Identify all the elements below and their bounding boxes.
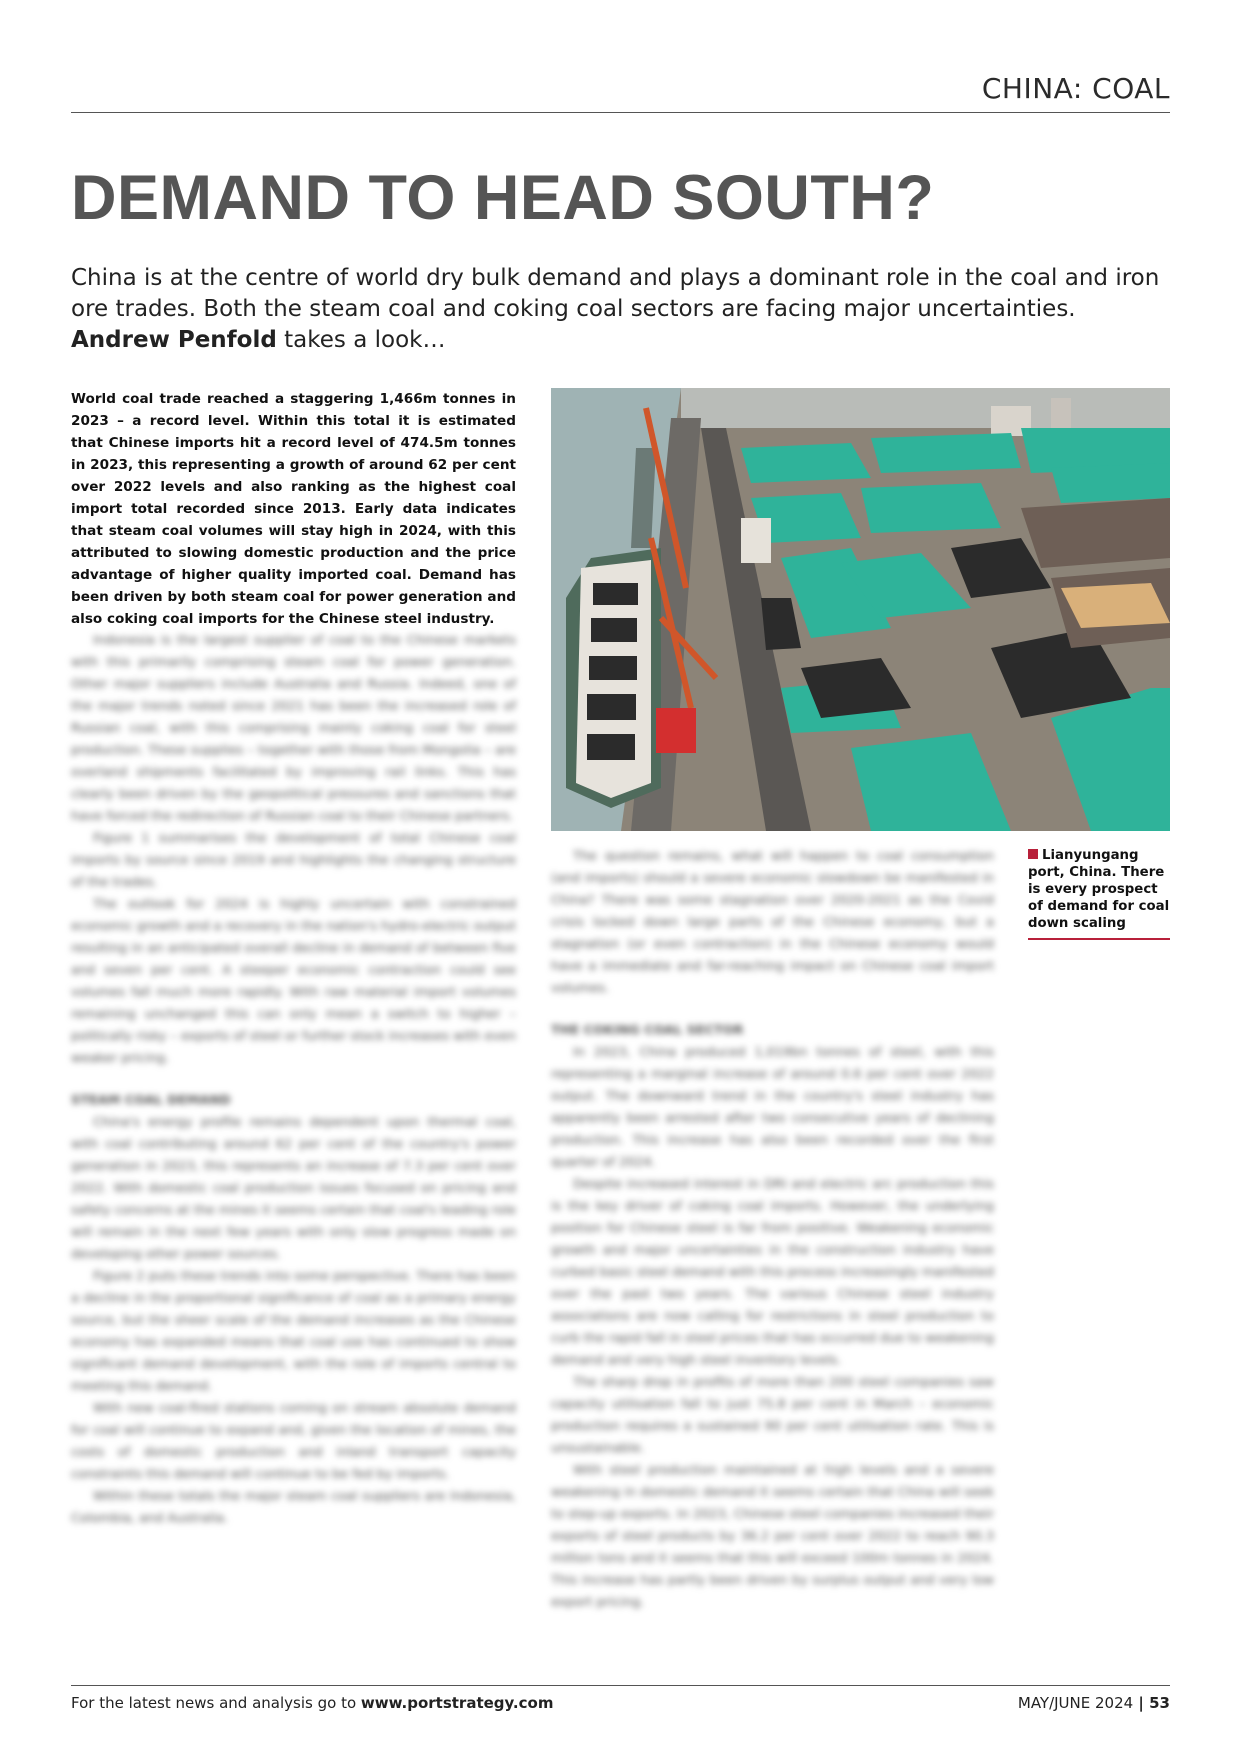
headline: DEMAND TO HEAD SOUTH? [71, 163, 935, 233]
page-separator: | [1133, 1694, 1150, 1712]
stockpile [861, 483, 1001, 533]
standfirst [71, 263, 1181, 356]
body-paragraph: Within these totals the major steam coal suppliers are Indonesia, Colombia, and Australia. [71, 1489, 516, 1526]
section-label: CHINA: COAL [981, 72, 1170, 105]
body-paragraph: Figure 2 puts these trends into some perspective. There has been a decline in the proportional significance of coal as a primary energy source, but the sheer scale of the demand increases as the Chinese economy has expanded means that coal use has continued to show significant demand development, with the role of imports central to meeting this demand. [71, 1269, 516, 1394]
caption-marker [1028, 849, 1038, 859]
coking-coal-heading: THE COKING COAL SECTOR [551, 1023, 744, 1038]
standfirst-text: China is at the centre of world dry bulk demand and plays a dominant role in the coal and iron ore trades. Both the steam coal and coking coal sectors are facing major uncertainties. [71, 265, 1160, 322]
building [1051, 398, 1071, 433]
port-aerial-illustration [551, 388, 1170, 831]
body-paragraph: With steel production maintained at high levels and a severe weakening in domestic demand it seems certain that China will seek to step-up exports. In 2023, Chinese steel companies increased their exports of steel products by 36.2 per cent over 2022 to reach 90.3 million tons and it seems that this will exceed 100m tonnes in 2024. This increase has partly been driven by surplus output and very low export pricing. [551, 1463, 994, 1610]
office-building [741, 518, 771, 563]
hold [587, 694, 636, 720]
hold [591, 618, 637, 642]
photo-caption [1028, 847, 1170, 940]
body-paragraph: Despite increased interest in DRI and electric arc production this is the key driver of coking coal imports. However, the underlying position for Chinese steel is far from positive. Weakening economic growth and major uncertainties in the construction industry have curbed basic steel demand with this process increasingly manifested over the past two years. The various Chinese steel industry associations are now calling for restrictions in steel production to curb the rapid fall in steel prices that has occurred due to weakening demand and very high steel inventory levels. [551, 1177, 994, 1368]
stockpile [741, 443, 871, 483]
author-name: Andrew Penfold [71, 327, 277, 353]
lead-paragraph: World coal trade reached a staggering 1,466m tonnes in 2023 – a record level. Within this total it is estimated that Chinese imports hit a record level of 474.5m tonnes in 2023, this representing a growth of around 62 per cent over 2022 levels and also ranking as the highest coal import total recorded since 2013. Early data indicates that steam coal volumes will stay high in 2024, with this attributed to slowing domestic production and the price advantage of higher quality imported coal. Demand has been driven by both steam coal for power generation and also coking coal imports for the Chinese steel industry. [71, 391, 516, 627]
stockpile [1051, 463, 1170, 503]
footer-issue [1018, 1694, 1170, 1712]
body-paragraph: The outlook for 2024 is highly uncertain with constrained economic growth and a recovery in the nation's hydro-electric output resulting in an anticipated overall decline in demand of between five and seven per cent. A steeper economic contraction could see volumes fall much more rapidly. With raw material import volumes remaining unchanged this can only mean a switch to higher – politically risky – exports of steel or further stock increases with even weaker pricing. [71, 897, 516, 1066]
body-paragraph: Figure 1 summarises the development of total Chinese coal imports by source since 2019 and highlights the changing structure of the trades. [71, 831, 516, 890]
footer-promo [71, 1694, 553, 1712]
bottom-divider [71, 1685, 1170, 1686]
red-crane-base [656, 708, 696, 753]
author-suffix: takes a look… [276, 327, 446, 353]
port-photo [551, 388, 1170, 831]
body-paragraph: China's energy profile remains dependent upon thermal coal, with coal contributing around 62 per cent of the country's power generation in 2023, this represents an increase of 7.3 per cent over 2022. With domestic coal production issues focused on pricing and safety concerns at the mines it seems certain that coal's leading role will remain in the next few years with only slow progress made on developing other power sources. [71, 1115, 516, 1262]
hold [587, 734, 635, 760]
footer-url-link[interactable]: www.portstrategy.com [360, 1694, 554, 1712]
body-paragraph: The question remains, what will happen to coal consumption (and imports) should a severe economic slowdown be manifested in China? There was some stagnation over 2020-2021 as the Covid crisis locked down large parts of the Chinese economy, but a stagnation (or even contraction) in the Chinese economy would have a immediate and far-reaching impact on Chinese coal import volumes. [551, 849, 994, 996]
hold [589, 656, 637, 680]
issue-date: MAY/JUNE 2024 [1017, 1694, 1134, 1712]
footer-prefix: For the latest news and analysis go to [71, 1694, 361, 1712]
body-paragraph: Indonesia is the largest supplier of coal to the Chinese markets with this primarily comprising steam coal for power generation. Other major suppliers include Australia and Russia. Indeed, one of the major trends noted since 2021 has been the increased role of Russian coal, with this comprising mainly coking coal for steel production. These supplies – together with those from Mongolia – are overland shipments facilitated by improving rail links. This has clearly been driven by the geopolitical pressures and sanctions that have forced the redirection of Russian coal to their Chinese partners. [71, 633, 516, 824]
stockpile [871, 433, 1021, 473]
middle-body-blurred [551, 846, 994, 1614]
left-body-blurred [71, 630, 516, 1530]
plot [1021, 498, 1170, 568]
city-skyline [681, 388, 1170, 428]
hold [593, 583, 638, 605]
body-paragraph: With new coal-fired stations coming on stream absolute demand for coal will continue to expand and, given the location of mines, the costs of domestic production and inland transport capacity constraints this demand will continue to be fed by imports. [71, 1401, 516, 1482]
left-column [71, 388, 516, 1530]
body-paragraph: In 2023, China produced 1,019bn tonnes of steel, with this representing a marginal increase of around 0.6 per cent over 2022 output. The downward trend in the country's steel industry has apparently been arrested after two consecutive years of declining production. This increase has also been recorded over the first quarter of 2024. [551, 1045, 994, 1170]
body-paragraph: The sharp drop in profits of more than 200 steel companies saw capacity utilisation fall to just 75.8 per cent in March – economic production requires a sustained 90 per cent utilisation rate. This is unsustainable. [551, 1375, 994, 1456]
page-number: 53 [1149, 1694, 1170, 1712]
top-divider [71, 112, 1170, 113]
caption-text: Lianyungang port, China. There is every prospect of demand for coal down scaling [1028, 848, 1170, 931]
middle-column [551, 846, 994, 1614]
steam-coal-heading: STEAM COAL DEMAND [71, 1093, 231, 1108]
